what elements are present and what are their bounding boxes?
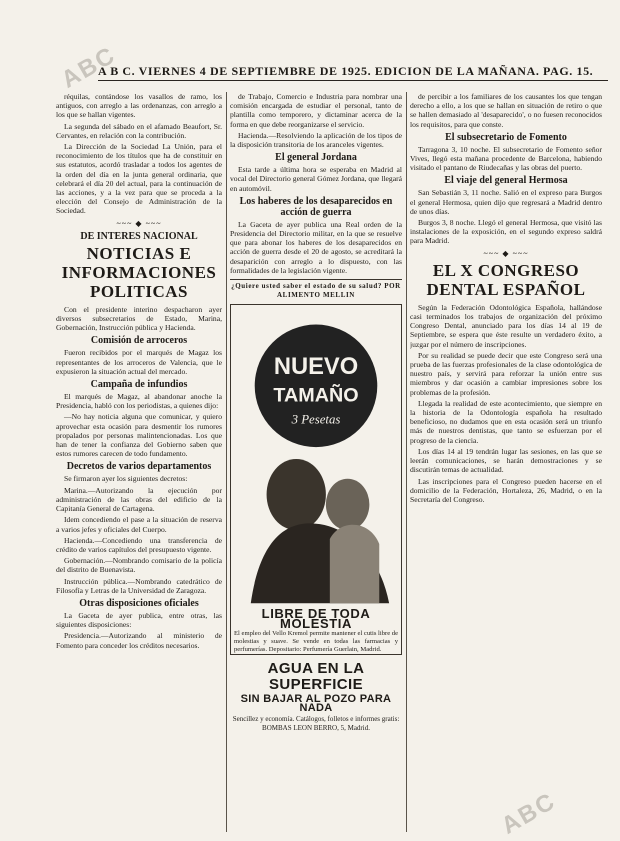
paragraph: El marqués de Magaz, al abandonar anoche la Presidencia, habló con los periodistas, a quienes dijo: (56, 392, 222, 411)
ad-price: 3 Pesetas (291, 412, 341, 427)
paragraph: La segunda del sábado en el afamado Beaufort, Sr. Cervantes, en relación con la contribución. (56, 121, 222, 140)
watermark-bottom: ABC (496, 787, 561, 840)
paragraph: réquilas, contándose los vasallos de ramo, los antiguos, con arreglo a las ordenanzas, con arreglo a los que se hallan vigentes. (56, 92, 222, 120)
column-divider (406, 92, 407, 832)
paragraph: La Dirección de la Sociedad La Unión, para el reconocimiento de los títulos que ha de constituir en sus estatutos, acordó trasladar a todos los agentes de la orden del día en la junta general ordinaria, que celebrará el día 20 del actual, para la continuación de las acciones, y a la vez para que se proceda a la elección del Consejo de Administración de la Sociedad. (56, 142, 222, 216)
column-3 (410, 92, 602, 832)
subheading: Los haberes de los desaparecidos en acción de guerra (239, 195, 393, 218)
ad2-headline: AGUA EN LA SUPERFICIE (267, 659, 365, 693)
paragraph: Tarragona 3, 10 noche. El subsecretario de Fomento señor Vives, llegó esta mañana procedente de Barcelona, habiendo visitado el pantano de Riudecañas y las obras del puerto. (410, 144, 602, 173)
ad-title-1: NUEVO (273, 354, 359, 381)
subheading: El general Jordana (275, 152, 357, 164)
paragraph: Fueron recibidos por el marqués de Magaz los representantes de los arroceros de Valencia, que le expusieron la situación actual del mercado. (56, 348, 222, 376)
paragraph: Presidencia.—Autorizando al ministerio de Fomento para conceder los créditos necesarios. (56, 631, 222, 650)
ad-headline: LIBRE DE TODA MOLESTIA (261, 606, 371, 631)
paragraph: Por su realidad se puede decir que este Congreso será una prueba de las fuerzas profesionales de la clase odontológica de nuestro país, y servirá para reforzar la unión entre sus miembros y dar ocasión a cambiar impresiones sobre los problemas de la profesión. (410, 350, 602, 397)
paragraph: de Trabajo, Comercio e Industria para nombrar una comisión encargada de estudiar el personal, tanto de plantilla como temporero, y dictaminar acerca de la forma en que debe reorganizarse el servicio. (230, 92, 402, 129)
paragraph: La Gaceta de ayer publica una Real orden de la Presidencia del Directorio militar, en la que se resuelve que para abonar los haberes de los desaparecidos en acción de guerra desde el 20 de agosto, se acreditará la desaparición con arreglo a lo dispuesto, con las formalidades de la legislación vigente. (230, 219, 402, 275)
paragraph: Según la Federación Odontológica Española, hallándose casi terminados los trabajos de organización del próximo Congreso Dental, anunciado para los días 14 al 19 de Septiembre, se espera que éste resulte un verdadero éxito, a juzgar por el número de inscripciones. (410, 302, 602, 349)
paragraph: San Sebastián 3, 11 noche. Salió en el expreso para Burgos el general Hermosa, quien dijo que regresará a Madrid dentro de unos días. (410, 188, 602, 216)
paragraph: Con el presidente interino despacharon ayer diversos subsecretarios de Estado, Marina, Gobernación, Instrucción pública y Hacienda. (56, 304, 222, 333)
subheading: Otras disposiciones oficiales (79, 597, 199, 609)
paragraph: Marina.—Autorizando la ejecución por administración de las obras del edificio de la Capitanía General de Cartagena. (56, 485, 222, 514)
section-title: NOTICIAS E INFORMACIONES POLITICAS (61, 243, 217, 301)
ornament: ~~~ ◆ ~~~ (483, 248, 529, 258)
watermark-top: ABC (56, 41, 121, 94)
section-title: EL X CONGRESO DENTAL ESPAÑOL (426, 260, 586, 299)
figure-head (267, 459, 326, 530)
column-divider (226, 92, 227, 832)
subheading: Comisión de arroceros (90, 335, 188, 347)
paragraph: Idem concediendo el pase a la situación de reserva a varios jefes y oficiales del Cuerpo. (56, 515, 222, 534)
paragraph: Burgos 3, 8 noche. Llegó el general Hermosa, que visitó las instalaciones de la exposición, en el segundo expreso saldrá para Madrid. (410, 218, 602, 246)
subheading: Campaña de infundios (90, 379, 188, 391)
ornament: ~~~ ◆ ~~~ (116, 218, 162, 228)
paragraph: Gobernación.—Nombrando comisario de la policía del distrito de Buenavista. (56, 556, 222, 575)
advertisement (230, 304, 402, 654)
paragraph: Los días 14 al 19 tendrán lugar las sesiones, en las que se leerán comunicaciones, se harán demostraciones y se discutirán temas de actualidad. (410, 446, 602, 475)
ad2-subheadline: SIN BAJAR AL POZO PARA NADA (240, 692, 392, 715)
paragraph: —No hay noticia alguna que comunicar, y quiero aprovechar esta ocasión para desmentir los rumores propalados por personas malintencionadas. Los que han de tener la confianza del Gobierno saben que estos rumores carecen de todo fundamento. (56, 412, 222, 459)
subheading: Decretos de varios departamentos (66, 461, 212, 473)
ad-title-2: TAMAÑO (273, 385, 359, 408)
paragraph: Hacienda.—Resolviendo la aplicación de los tipos de la disposición transitoria de los aranceles vigentes. (230, 130, 402, 150)
paragraph: Se firmaron ayer los siguientes decretos: (64, 474, 188, 484)
paragraph: Instrucción pública.—Nombrando catedrático de Filosofía y Letras de la Universidad de Zaragoza. (56, 576, 222, 595)
ad-illustration (231, 305, 401, 605)
paragraph: Las inscripciones para el Congreso pueden hacerse en el domicilio de la Federación, Hortaleza, 26, Madrid, o en la Secretaría del Congreso. (410, 476, 602, 504)
paragraph: Esta tarde a última hora se esperaba en Madrid al vocal del Directorio general Gómez Jordana, que llegará en automóvil. (230, 165, 402, 193)
subheading: El subsecretario de Fomento (445, 131, 567, 143)
column-2 (230, 92, 402, 832)
subheading: El viaje del general Hermosa (444, 175, 568, 187)
ad-box-line: ¿Quiere usted saber el estado de su salud? POR ALIMENTO MELLIN (230, 279, 402, 300)
paragraph: Llegada la realidad de este acontecimiento, que siempre en la historia de la Odontología española ha resultado beneficioso, no dudamos que en esta ocasión será un triunfo más de nuestros dentistas, que tanto se esfuerzan por el progreso de la ciencia. (410, 398, 602, 445)
page-header: A B C. VIERNES 4 DE SEPTIEMBRE DE 1925. EDICION DE LA MAÑANA. PAG. 15. (98, 64, 608, 81)
section-kicker: DE INTERES NACIONAL (80, 230, 198, 242)
paragraph: La Gaceta de ayer publica, entre otras, las siguientes disposiciones: (56, 610, 222, 630)
column-1 (56, 92, 222, 832)
paragraph: de percibir a los familiares de los causantes los que tengan derecho a ello, a los que se hallan en situación de retiro o que se hallen demasiado al 'desaparecido', o no fuesen reconocidos los requisitos, para que conste. (410, 92, 602, 129)
figure-face (326, 479, 369, 530)
ad-body: El empleo del Vello Kremol permite mantener el cutis libre de molestias y suave. Se vende en todas las farmacias y perfumerías. Depositario: Perfumería Guerlain, Madrid. (234, 629, 398, 653)
ad2-body: Sencillez y economía. Catálogos, folletos e informes gratis: BOMBAS LEON BERRO, 5, Madrid. (232, 715, 400, 732)
paragraph: Hacienda.—Concediendo una transferencia de crédito de varios capítulos del presupuesto vigente. (56, 535, 222, 554)
